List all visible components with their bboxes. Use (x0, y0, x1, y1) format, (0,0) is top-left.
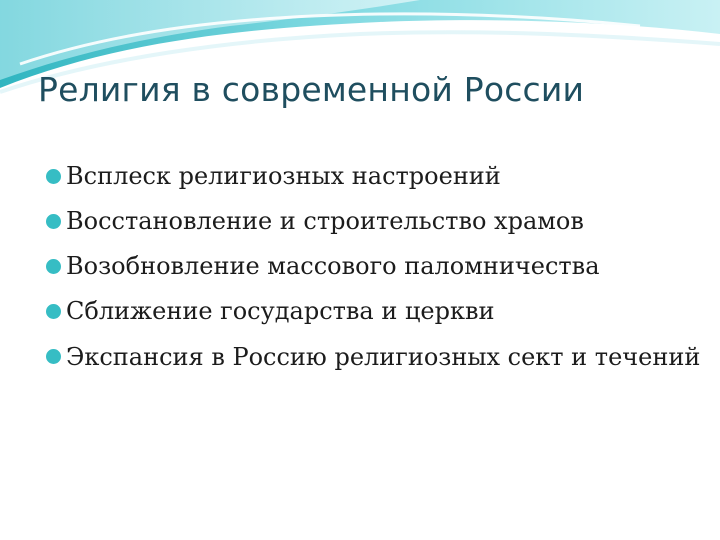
bullet-icon (46, 259, 61, 274)
list-item (46, 154, 706, 199)
bullet-text: Сближение государства и церкви (66, 297, 495, 325)
bullet-icon (46, 169, 61, 184)
bullet-icon (46, 304, 61, 319)
bullet-text: Экспансия в Россию религиозных сект и течений (66, 343, 701, 371)
bullet-icon (46, 214, 61, 229)
list-item (46, 289, 706, 334)
bullet-text: Восстановление и строительство храмов (66, 207, 584, 235)
bullet-icon (46, 349, 61, 364)
list-item (46, 199, 706, 244)
bullet-text: Возобновление массового паломничества (66, 252, 600, 280)
list-item (46, 244, 706, 289)
bullet-text: Всплеск религиозных настроений (66, 162, 501, 190)
bullet-list (46, 154, 706, 375)
list-item (46, 334, 706, 375)
slide-title: Религия в современной России (38, 70, 585, 109)
